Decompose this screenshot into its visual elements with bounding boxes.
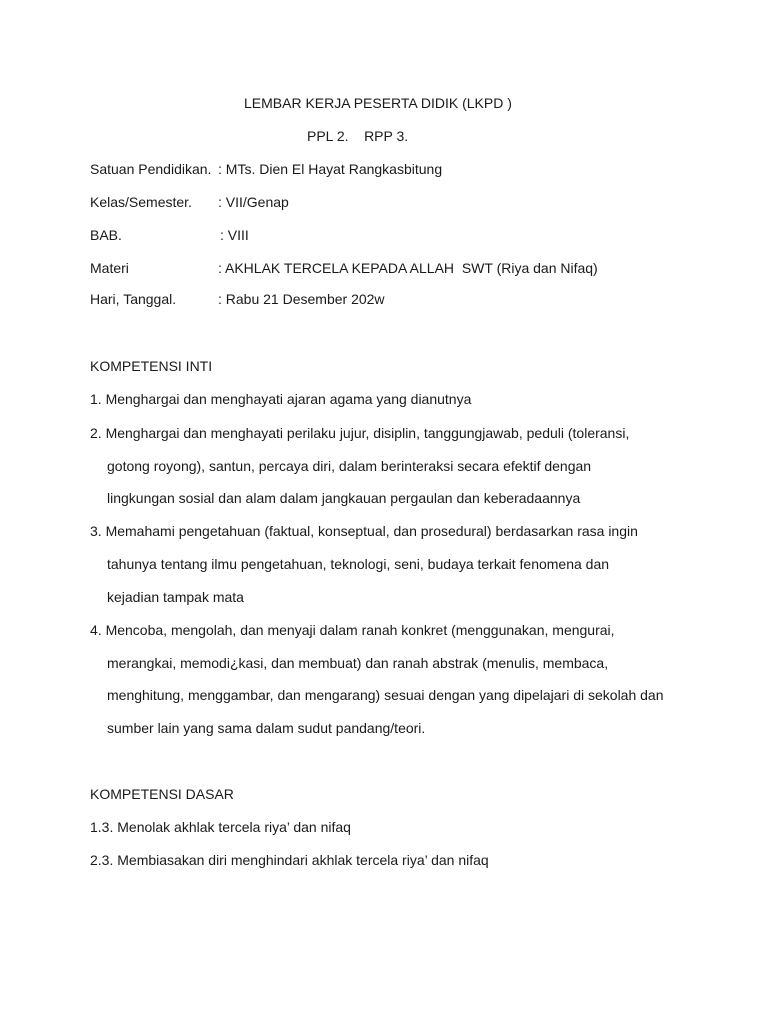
kompetensi-inti-line: gotong royong), santun, percaya diri, dalam berinteraksi secara efektif dengan (107, 458, 592, 474)
info-row-hari-tanggal (0, 290, 768, 308)
info-label: BAB. (90, 227, 122, 243)
info-row-materi (0, 259, 768, 277)
kompetensi-inti-line: merangkai, memodi¿kasi, dan membuat) dan ranah abstrak (menulis, membaca, (107, 655, 609, 671)
kompetensi-inti-line: kejadian tampak mata (107, 589, 244, 605)
kompetensi-inti-line: 1. Menghargai dan menghayati ajaran agama yang dianutnya (90, 391, 472, 407)
info-value: : AKHLAK TERCELA KEPADA ALLAH SWT (Riya dan Nifaq) (218, 260, 598, 276)
info-label: Materi (90, 260, 129, 276)
info-label: Satuan Pendidikan. (90, 161, 212, 177)
kompetensi-inti-line: 2. Menghargai dan menghayati perilaku jujur, disiplin, tanggungjawab, peduli (toleransi, (90, 425, 630, 441)
kompetensi-dasar-line: 1.3. Menolak akhlak tercela riya’ dan nifaq (90, 819, 351, 835)
kompetensi-dasar-heading: KOMPETENSI DASAR (90, 786, 234, 802)
kompetensi-inti-line: menghitung, menggambar, dan mengarang) sesuai dengan yang dipelajari di sekolah dan (107, 687, 664, 703)
info-value: : VIII (220, 227, 249, 243)
document-subtitle: PPL 2. RPP 3. (307, 128, 409, 144)
kompetensi-inti-heading: KOMPETENSI INTI (90, 358, 213, 374)
info-value: : MTs. Dien El Hayat Rangkasbitung (218, 161, 443, 177)
kompetensi-inti-line: 4. Mencoba, mengolah, dan menyaji dalam ranah konkret (menggunakan, mengurai, (90, 622, 615, 638)
kompetensi-inti-line: tahunya tentang ilmu pengetahuan, teknologi, seni, budaya terkait fenomena dan (107, 556, 610, 572)
kompetensi-inti-line: lingkungan sosial dan alam dalam jangkauan pergaulan dan keberadaannya (107, 490, 581, 506)
info-label: Hari, Tanggal. (90, 291, 177, 307)
kompetensi-dasar-line: 2.3. Membiasakan diri menghindari akhlak tercela riya’ dan nifaq (90, 852, 489, 868)
info-value: : Rabu 21 Desember 202w (218, 291, 385, 307)
info-row-bab (0, 226, 768, 244)
info-label: Kelas/Semester. (90, 194, 192, 210)
info-row-kelas-semester (0, 193, 768, 211)
document-title: LEMBAR KERJA PESERTA DIDIK (LKPD ) (244, 95, 512, 111)
kompetensi-inti-line: sumber lain yang sama dalam sudut pandang/teori. (107, 720, 426, 736)
kompetensi-inti-line: 3. Memahami pengetahuan (faktual, konseptual, dan prosedural) berdasarkan rasa ingin (90, 523, 638, 539)
info-value: : VII/Genap (218, 194, 289, 210)
info-row-satuan-pendidikan (0, 160, 768, 178)
